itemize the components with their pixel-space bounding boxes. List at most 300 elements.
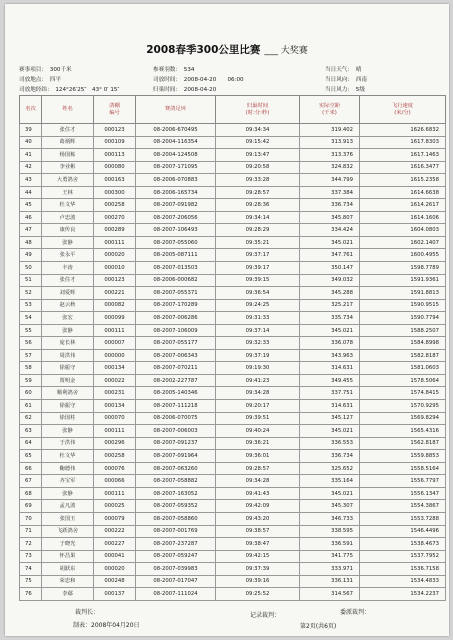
ring-number-cell: 08-2007-059352 bbox=[136, 500, 216, 513]
ring-number-cell: 08-2007-106493 bbox=[136, 224, 216, 237]
rank-cell: 66 bbox=[20, 462, 42, 475]
ring-number-cell: 08-2006-165734 bbox=[136, 186, 216, 199]
loft-number-cell: 000248 bbox=[94, 575, 136, 588]
distance-cell: 313.913 bbox=[300, 136, 360, 149]
loft-number-cell: 000222 bbox=[94, 525, 136, 538]
rank-cell: 74 bbox=[20, 563, 42, 576]
column-header: 名次 bbox=[20, 96, 42, 124]
table-row bbox=[20, 124, 446, 137]
ring-number-cell: 08-2004-124508 bbox=[136, 149, 216, 162]
ring-number-cell: 08-2007-059247 bbox=[136, 550, 216, 563]
rank-cell: 52 bbox=[20, 287, 42, 300]
arrival-time-cell: 09:34:34 bbox=[216, 124, 300, 137]
speed-cell: 1562.8187 bbox=[360, 437, 446, 450]
rank-cell: 63 bbox=[20, 425, 42, 438]
loft-number-cell: 000000 bbox=[94, 349, 136, 362]
loft-number-cell: 000041 bbox=[94, 550, 136, 563]
ring-number-cell: 08-2007-063260 bbox=[136, 462, 216, 475]
rank-cell: 47 bbox=[20, 224, 42, 237]
distance-cell: 336.591 bbox=[300, 538, 360, 551]
ring-number-cell: 08-2006-070075 bbox=[136, 412, 216, 425]
distance-cell: 336.131 bbox=[300, 575, 360, 588]
speed-cell: 1578.5064 bbox=[360, 374, 446, 387]
table-row bbox=[20, 274, 446, 287]
arrival-time-cell: 09:34:28 bbox=[216, 475, 300, 488]
table-row bbox=[20, 512, 446, 525]
ring-number-cell: 08-2007-206056 bbox=[136, 211, 216, 224]
loft-number-cell: 000300 bbox=[94, 186, 136, 199]
loft-number-cell: 000111 bbox=[94, 324, 136, 337]
name-cell: 刘爱辉 bbox=[42, 287, 94, 300]
distance-cell: 343.963 bbox=[300, 349, 360, 362]
arrival-time-cell: 09:19:30 bbox=[216, 362, 300, 375]
table-row bbox=[20, 374, 446, 387]
speed-cell: 1554.3867 bbox=[360, 500, 446, 513]
info-return-date: 归巢时间： 2008-04-20 bbox=[153, 87, 217, 93]
speed-cell: 1590.7794 bbox=[360, 312, 446, 325]
rank-cell: 40 bbox=[20, 136, 42, 149]
speed-cell: 1626.6832 bbox=[360, 124, 446, 137]
table-row bbox=[20, 136, 446, 149]
rank-cell: 59 bbox=[20, 374, 42, 387]
distance-cell: 345.021 bbox=[300, 324, 360, 337]
table-header-row bbox=[20, 96, 446, 124]
table-row bbox=[20, 324, 446, 337]
ring-number-cell: 08-2007-055177 bbox=[136, 337, 216, 350]
distance-cell: 347.761 bbox=[300, 249, 360, 262]
speed-cell: 1598.7789 bbox=[360, 262, 446, 275]
speed-cell: 1574.8415 bbox=[360, 387, 446, 400]
arrival-time-cell: 09:15:42 bbox=[216, 136, 300, 149]
chief-judge-label: 裁判长： bbox=[75, 609, 100, 616]
loft-number-cell: 000082 bbox=[94, 299, 136, 312]
name-cell: 张静 bbox=[42, 324, 94, 337]
arrival-time-cell: 09:28:57 bbox=[216, 462, 300, 475]
column-header: 实际空距 (千米) bbox=[300, 96, 360, 124]
table-row bbox=[20, 525, 446, 538]
results-table bbox=[19, 95, 446, 601]
name-cell: 孟凡波 bbox=[42, 500, 94, 513]
arrival-time-cell: 09:33:28 bbox=[216, 174, 300, 187]
arrival-time-cell: 09:41:43 bbox=[216, 487, 300, 500]
info-release-time: 司放时间： 2008-04-20 06:00 bbox=[153, 77, 244, 83]
table-row bbox=[20, 149, 446, 162]
loft-number-cell: 000020 bbox=[94, 249, 136, 262]
table-row bbox=[20, 224, 446, 237]
loft-number-cell: 000111 bbox=[94, 236, 136, 249]
arrival-time-cell: 09:39:15 bbox=[216, 274, 300, 287]
name-cell: 张宏 bbox=[42, 312, 94, 325]
title-main: 2008春季300公里比赛 bbox=[146, 44, 261, 56]
loft-number-cell: 000070 bbox=[94, 412, 136, 425]
ring-number-cell: 08-2007-013503 bbox=[136, 262, 216, 275]
distance-cell: 313.376 bbox=[300, 149, 360, 162]
loft-number-cell: 000007 bbox=[94, 337, 136, 350]
distance-cell: 337.384 bbox=[300, 186, 360, 199]
name-cell: 张永平 bbox=[42, 249, 94, 262]
ring-number-cell: 08-2007-106009 bbox=[136, 324, 216, 337]
loft-number-cell: 000099 bbox=[94, 312, 136, 325]
speed-cell: 1537.7952 bbox=[360, 550, 446, 563]
loft-number-cell: 000221 bbox=[94, 287, 136, 300]
rank-cell: 53 bbox=[20, 299, 42, 312]
table-row bbox=[20, 287, 446, 300]
rank-cell: 54 bbox=[20, 312, 42, 325]
column-header: 赛鸽足环 bbox=[136, 96, 216, 124]
name-cell: 康传良 bbox=[42, 224, 94, 237]
speed-cell: 1617.8303 bbox=[360, 136, 446, 149]
rank-cell: 60 bbox=[20, 387, 42, 400]
rank-cell: 73 bbox=[20, 550, 42, 563]
rank-cell: 58 bbox=[20, 362, 42, 375]
arrival-time-cell: 09:36:54 bbox=[216, 287, 300, 300]
rank-cell: 50 bbox=[20, 262, 42, 275]
name-cell: 飞跃鸽舍 bbox=[42, 525, 94, 538]
name-cell: 杜文华 bbox=[42, 199, 94, 212]
rank-cell: 62 bbox=[20, 412, 42, 425]
distance-cell: 336.734 bbox=[300, 199, 360, 212]
table-row bbox=[20, 349, 446, 362]
distance-cell: 335.734 bbox=[300, 312, 360, 325]
name-cell: 荣忠和 bbox=[42, 575, 94, 588]
loft-number-cell: 000113 bbox=[94, 149, 136, 162]
arrival-time-cell: 09:28:57 bbox=[216, 186, 300, 199]
rank-cell: 41 bbox=[20, 149, 42, 162]
loft-number-cell: 000079 bbox=[94, 512, 136, 525]
arrival-time-cell: 09:43:20 bbox=[216, 512, 300, 525]
table-row bbox=[20, 412, 446, 425]
speed-cell: 1534.2237 bbox=[360, 588, 446, 601]
speed-cell: 1590.9515 bbox=[360, 299, 446, 312]
ring-number-cell: 08-2007-091237 bbox=[136, 437, 216, 450]
rank-cell: 39 bbox=[20, 124, 42, 137]
name-cell: 鞠德伟 bbox=[42, 462, 94, 475]
rank-cell: 46 bbox=[20, 211, 42, 224]
speed-cell: 1584.8998 bbox=[360, 337, 446, 350]
ring-number-cell: 08-2007-163052 bbox=[136, 487, 216, 500]
name-cell: 徐国柱 bbox=[42, 412, 94, 425]
name-cell: 张住才 bbox=[42, 124, 94, 137]
arrival-time-cell: 09:39:16 bbox=[216, 575, 300, 588]
rank-cell: 76 bbox=[20, 588, 42, 601]
table-body bbox=[20, 124, 446, 601]
info-project: 赛事项目： 300千米 bbox=[19, 67, 72, 73]
info-entries: 参赛羽数： 534 bbox=[153, 67, 195, 73]
table-row bbox=[20, 236, 446, 249]
name-cell: 李鄢 bbox=[42, 588, 94, 601]
speed-cell: 1615.2358 bbox=[360, 174, 446, 187]
arrival-time-cell: 09:38:57 bbox=[216, 525, 300, 538]
loft-number-cell: 000076 bbox=[94, 462, 136, 475]
speed-cell: 1616.3477 bbox=[360, 161, 446, 174]
loft-number-cell: 000020 bbox=[94, 563, 136, 576]
ring-number-cell: 08-2007-006343 bbox=[136, 349, 216, 362]
speed-cell: 1546.4496 bbox=[360, 525, 446, 538]
table-row bbox=[20, 400, 446, 413]
distance-cell: 341.775 bbox=[300, 550, 360, 563]
table-row bbox=[20, 538, 446, 551]
rank-cell: 75 bbox=[20, 575, 42, 588]
distance-cell: 349.455 bbox=[300, 374, 360, 387]
distance-cell: 335.164 bbox=[300, 475, 360, 488]
speed-cell: 1600.4955 bbox=[360, 249, 446, 262]
name-cell: 徐振守 bbox=[42, 362, 94, 375]
speed-cell: 1614.1606 bbox=[360, 211, 446, 224]
table-row bbox=[20, 211, 446, 224]
ring-number-cell: 08-2006-670495 bbox=[136, 124, 216, 137]
speed-cell: 1556.7797 bbox=[360, 475, 446, 488]
name-cell: 大勇鸽舍 bbox=[42, 174, 94, 187]
column-header: 归巢时间 (时:分:秒) bbox=[216, 96, 300, 124]
info-wind-direction: 当日风向： 西南 bbox=[325, 77, 367, 83]
ring-number-cell: 08-2006-000682 bbox=[136, 274, 216, 287]
distance-cell: 336.553 bbox=[300, 437, 360, 450]
ring-number-cell: 08-2007-111024 bbox=[136, 588, 216, 601]
speed-cell: 1581.0603 bbox=[360, 362, 446, 375]
speed-cell: 1536.7158 bbox=[360, 563, 446, 576]
speed-cell: 1553.7288 bbox=[360, 512, 446, 525]
arrival-time-cell: 09:34:14 bbox=[216, 211, 300, 224]
speed-cell: 1602.1407 bbox=[360, 236, 446, 249]
speed-cell: 1559.8853 bbox=[360, 450, 446, 463]
arrival-time-cell: 09:38:47 bbox=[216, 538, 300, 551]
arrival-time-cell: 09:37:19 bbox=[216, 349, 300, 362]
rank-cell: 49 bbox=[20, 249, 42, 262]
table-row bbox=[20, 500, 446, 513]
loft-number-cell: 000109 bbox=[94, 136, 136, 149]
speed-cell: 1582.8187 bbox=[360, 349, 446, 362]
rank-cell: 70 bbox=[20, 512, 42, 525]
ring-number-cell: 08-2007-039983 bbox=[136, 563, 216, 576]
rank-cell: 64 bbox=[20, 437, 42, 450]
name-cell: 齐宝军 bbox=[42, 475, 94, 488]
column-header: 姓名 bbox=[42, 96, 94, 124]
arrival-time-cell: 09:35:21 bbox=[216, 236, 300, 249]
distance-cell: 325.652 bbox=[300, 462, 360, 475]
committee-judge-label: 委派裁判： bbox=[340, 609, 371, 616]
arrival-time-cell: 09:20:17 bbox=[216, 400, 300, 413]
loft-number-cell: 000289 bbox=[94, 224, 136, 237]
loft-number-cell: 000080 bbox=[94, 161, 136, 174]
ring-number-cell: 08-2007-091982 bbox=[136, 199, 216, 212]
loft-number-cell: 000296 bbox=[94, 437, 136, 450]
name-cell: 卢忠波 bbox=[42, 211, 94, 224]
ring-number-cell: 08-2007-006003 bbox=[136, 425, 216, 438]
table-row bbox=[20, 262, 446, 275]
distance-cell: 345.021 bbox=[300, 236, 360, 249]
rank-cell: 51 bbox=[20, 274, 42, 287]
page-title bbox=[5, 42, 449, 57]
arrival-time-cell: 09:42:09 bbox=[216, 500, 300, 513]
results-sheet bbox=[5, 4, 449, 636]
distance-cell: 324.832 bbox=[300, 161, 360, 174]
rank-cell: 61 bbox=[20, 400, 42, 413]
title-suffix: ___ 大奖赛 bbox=[264, 46, 308, 56]
loft-number-cell: 000123 bbox=[94, 274, 136, 287]
distance-cell: 350.147 bbox=[300, 262, 360, 275]
arrival-time-cell: 09:24:25 bbox=[216, 299, 300, 312]
arrival-time-cell: 09:32:33 bbox=[216, 337, 300, 350]
loft-number-cell: 000010 bbox=[94, 262, 136, 275]
loft-number-cell: 000111 bbox=[94, 487, 136, 500]
arrival-time-cell: 09:34:28 bbox=[216, 387, 300, 400]
table-row bbox=[20, 199, 446, 212]
speed-cell: 1538.4673 bbox=[360, 538, 446, 551]
table-row bbox=[20, 337, 446, 350]
speed-cell: 1604.0803 bbox=[360, 224, 446, 237]
table-row bbox=[20, 462, 446, 475]
loft-number-cell: 000270 bbox=[94, 211, 136, 224]
rank-cell: 55 bbox=[20, 324, 42, 337]
distance-cell: 338.595 bbox=[300, 525, 360, 538]
name-cell: 杨国栋 bbox=[42, 149, 94, 162]
rank-cell: 43 bbox=[20, 174, 42, 187]
distance-cell: 337.751 bbox=[300, 387, 360, 400]
arrival-time-cell: 09:37:14 bbox=[216, 324, 300, 337]
loft-number-cell: 000111 bbox=[94, 425, 136, 438]
speed-cell: 1614.6638 bbox=[360, 186, 446, 199]
distance-cell: 336.078 bbox=[300, 337, 360, 350]
arrival-time-cell: 09:28:36 bbox=[216, 199, 300, 212]
loft-number-cell: 000231 bbox=[94, 387, 136, 400]
arrival-time-cell: 09:39:51 bbox=[216, 412, 300, 425]
loft-number-cell: 000258 bbox=[94, 450, 136, 463]
recorder-label: 记录裁判： bbox=[250, 612, 281, 619]
ring-number-cell: 08-2004-116354 bbox=[136, 136, 216, 149]
name-cell: 周洪伟 bbox=[42, 349, 94, 362]
ring-number-cell: 08-2006-070883 bbox=[136, 174, 216, 187]
name-cell: 贾明金 bbox=[42, 374, 94, 387]
name-cell: 王林 bbox=[42, 186, 94, 199]
loft-number-cell: 000066 bbox=[94, 475, 136, 488]
distance-cell: 344.799 bbox=[300, 174, 360, 187]
rank-cell: 57 bbox=[20, 349, 42, 362]
arrival-time-cell: 09:40:24 bbox=[216, 425, 300, 438]
arrival-time-cell: 09:13:47 bbox=[216, 149, 300, 162]
ring-number-cell: 08-2007-055060 bbox=[136, 236, 216, 249]
name-cell: 胡跃东 bbox=[42, 563, 94, 576]
rank-cell: 48 bbox=[20, 236, 42, 249]
ring-number-cell: 08-2007-170289 bbox=[136, 299, 216, 312]
table-row bbox=[20, 575, 446, 588]
ring-number-cell: 08-2007-237287 bbox=[136, 538, 216, 551]
info-weather: 当日天气： 晴 bbox=[325, 67, 362, 73]
ring-number-cell: 08-2007-111218 bbox=[136, 400, 216, 413]
ring-number-cell: 08-2007-001769 bbox=[136, 525, 216, 538]
ring-number-cell: 08-2005-140346 bbox=[136, 387, 216, 400]
name-cell: 怀昌果 bbox=[42, 550, 94, 563]
rank-cell: 69 bbox=[20, 500, 42, 513]
table-row bbox=[20, 588, 446, 601]
rank-cell: 56 bbox=[20, 337, 42, 350]
loft-number-cell: 000022 bbox=[94, 374, 136, 387]
arrival-time-cell: 09:41:23 bbox=[216, 374, 300, 387]
name-cell: 张住才 bbox=[42, 274, 94, 287]
ring-number-cell: 08-2007-091964 bbox=[136, 450, 216, 463]
speed-cell: 1591.9361 bbox=[360, 274, 446, 287]
column-header: 飞行速度 (米/分) bbox=[360, 96, 446, 124]
distance-cell: 346.733 bbox=[300, 512, 360, 525]
arrival-time-cell: 09:36:01 bbox=[216, 450, 300, 463]
table-row bbox=[20, 487, 446, 500]
name-cell: 杜文华 bbox=[42, 450, 94, 463]
table-row bbox=[20, 186, 446, 199]
ring-number-cell: 08-2005-087111 bbox=[136, 249, 216, 262]
table-row bbox=[20, 249, 446, 262]
table-row bbox=[20, 387, 446, 400]
arrival-time-cell: 09:37:39 bbox=[216, 563, 300, 576]
distance-cell: 349.032 bbox=[300, 274, 360, 287]
name-cell: 徐振守 bbox=[42, 400, 94, 413]
ring-number-cell: 08-2007-006286 bbox=[136, 312, 216, 325]
distance-cell: 314.631 bbox=[300, 400, 360, 413]
arrival-time-cell: 09:37:17 bbox=[216, 249, 300, 262]
info-wind-force: 当日风力： 5级 bbox=[325, 87, 365, 93]
table-row bbox=[20, 475, 446, 488]
speed-cell: 1588.2507 bbox=[360, 324, 446, 337]
distance-cell: 345.307 bbox=[300, 500, 360, 513]
table-row bbox=[20, 161, 446, 174]
ring-number-cell: 08-2007-058882 bbox=[136, 475, 216, 488]
rank-cell: 72 bbox=[20, 538, 42, 551]
name-cell: 丰涛 bbox=[42, 262, 94, 275]
loft-number-cell: 000163 bbox=[94, 174, 136, 187]
distance-cell: 325.217 bbox=[300, 299, 360, 312]
name-cell: 于晓光 bbox=[42, 538, 94, 551]
name-cell: 葛炳辉 bbox=[42, 136, 94, 149]
ring-number-cell: 08-2007-017047 bbox=[136, 575, 216, 588]
table-row bbox=[20, 174, 446, 187]
arrival-time-cell: 09:36:21 bbox=[216, 437, 300, 450]
rank-cell: 42 bbox=[20, 161, 42, 174]
speed-cell: 1565.4316 bbox=[360, 425, 446, 438]
table-row bbox=[20, 299, 446, 312]
ring-number-cell: 08-2007-171095 bbox=[136, 161, 216, 174]
loft-number-cell: 000227 bbox=[94, 538, 136, 551]
name-cell: 庞长林 bbox=[42, 337, 94, 350]
speed-cell: 1556.1347 bbox=[360, 487, 446, 500]
distance-cell: 345.288 bbox=[300, 287, 360, 300]
name-cell: 张静 bbox=[42, 425, 94, 438]
speed-cell: 1569.8294 bbox=[360, 412, 446, 425]
ring-number-cell: 08-2007-055371 bbox=[136, 287, 216, 300]
loft-number-cell: 000258 bbox=[94, 199, 136, 212]
arrival-time-cell: 09:31:33 bbox=[216, 312, 300, 325]
distance-cell: 345.021 bbox=[300, 425, 360, 438]
speed-cell: 1591.8813 bbox=[360, 287, 446, 300]
distance-cell: 336.734 bbox=[300, 450, 360, 463]
table-row bbox=[20, 550, 446, 563]
speed-cell: 1614.2617 bbox=[360, 199, 446, 212]
info-release-place: 司放地点： 四平 bbox=[19, 77, 61, 83]
arrival-time-cell: 09:42:15 bbox=[216, 550, 300, 563]
distance-cell: 334.424 bbox=[300, 224, 360, 237]
loft-number-cell: 000025 bbox=[94, 500, 136, 513]
name-cell: 于洪伟 bbox=[42, 437, 94, 450]
arrival-time-cell: 09:25:52 bbox=[216, 588, 300, 601]
prepared-date: 制表：2008年04月20日 bbox=[73, 622, 140, 629]
loft-number-cell: 000123 bbox=[94, 124, 136, 137]
table-row bbox=[20, 425, 446, 438]
arrival-time-cell: 09:20:58 bbox=[216, 161, 300, 174]
name-cell: 顺利鸽舍 bbox=[42, 387, 94, 400]
table-row bbox=[20, 450, 446, 463]
ring-number-cell: 08-2007-070211 bbox=[136, 362, 216, 375]
loft-number-cell: 000134 bbox=[94, 400, 136, 413]
table-row bbox=[20, 312, 446, 325]
speed-cell: 1570.9295 bbox=[360, 400, 446, 413]
rank-cell: 71 bbox=[20, 525, 42, 538]
